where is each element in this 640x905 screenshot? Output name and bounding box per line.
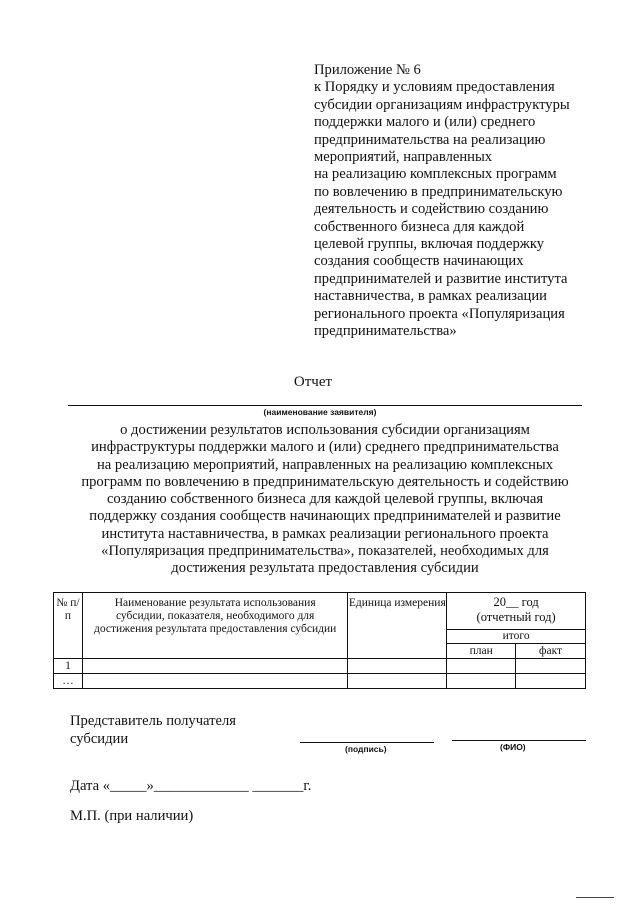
header-unit: Единица измерения — [348, 593, 447, 659]
appendix-header — [314, 62, 604, 341]
appendix-line: к Порядку и условиям предоставления — [314, 79, 555, 96]
header-year — [447, 593, 586, 630]
header-year-value: 20__ год — [493, 595, 539, 609]
appendix-line: наставничества, в рамках реализации — [314, 288, 547, 305]
subject-line: института наставничества, в рамках реализации регионального проекта — [101, 525, 549, 542]
signature-caption: (подпись) — [345, 744, 387, 754]
appendix-line: по вовлечению в предпринимательскую — [314, 183, 563, 200]
table-row — [54, 659, 586, 674]
subject-line: инфраструктуры поддержки малого и (или) среднего предпринимательства — [91, 439, 559, 456]
appendix-line: поддержки малого и (или) среднего — [314, 114, 536, 131]
appendix-line: мероприятий, направленных — [314, 149, 493, 166]
appendix-line: целевой группы, включая поддержку — [314, 236, 545, 253]
appendix-line: предпринимательства на реализацию — [314, 131, 546, 148]
full-name-caption: (ФИО) — [500, 742, 526, 752]
appendix-line: собственного бизнеса для каждой — [314, 218, 525, 235]
header-num: № п/п — [54, 593, 83, 659]
date-line: Дата «_____»_____________ _______г. — [70, 778, 312, 794]
appendix-line: создания сообществ начинающих — [314, 253, 524, 270]
page-edge-mark — [576, 897, 614, 898]
row-unit — [348, 659, 447, 674]
subject-line: на реализацию мероприятий, направленных на реализацию комплексных — [96, 456, 554, 473]
subject-line: достижения результата предоставления субсидии — [171, 560, 479, 577]
signature-label — [70, 712, 236, 748]
row-name — [82, 674, 347, 689]
header-total: итого — [447, 630, 586, 644]
appendix-line: на реализацию комплексных программ — [314, 166, 557, 183]
subject-line: созданию собственного бизнеса для каждой целевой группы, включая — [106, 491, 544, 508]
report-title: Отчет — [293, 374, 333, 390]
signature-line — [300, 742, 434, 743]
appendix-line: субсидии организациям инфраструктуры — [314, 96, 570, 113]
header-year-sub: (отчетный год) — [476, 610, 556, 624]
row-num: … — [54, 674, 83, 689]
results-table — [53, 592, 586, 689]
row-plan — [447, 659, 516, 674]
header-name: Наименование результата использования субсидии, показателя, необходимого для достижения результата предоставления субсидии — [82, 593, 347, 659]
subject-line: «Популяризация предпринимательства», показателей, необходимых для — [101, 543, 549, 560]
appendix-line: Приложение № 6 — [314, 62, 421, 78]
appendix-line: предпринимательства» — [314, 323, 457, 340]
header-fact: факт — [516, 644, 586, 659]
row-plan — [447, 674, 516, 689]
row-name — [82, 659, 347, 674]
header-plan: план — [447, 644, 516, 659]
row-unit — [348, 674, 447, 689]
appendix-line: предпринимателей и развитие института — [314, 270, 568, 287]
applicant-caption: (наименование заявителя) — [263, 407, 377, 417]
appendix-line: деятельность и содействию созданию — [314, 201, 549, 218]
table-row — [54, 674, 586, 689]
applicant-name-line — [68, 405, 582, 406]
full-name-line — [452, 740, 586, 741]
subject-line: о достижении результатов использования субсидии организациям — [120, 422, 530, 438]
appendix-line: регионального проекта «Популяризация — [314, 305, 565, 322]
row-fact — [516, 674, 586, 689]
row-num: 1 — [54, 659, 83, 674]
subject-line: программ по вовлечению в предпринимательскую деятельность и содействию — [81, 473, 569, 490]
subject-line: поддержку создания сообществ начинающих предпринимателей и развитие — [89, 508, 561, 525]
report-subject — [70, 422, 580, 578]
row-fact — [516, 659, 586, 674]
signature-label-line2: субсидии — [70, 731, 129, 747]
signature-label-line1: Представитель получателя — [70, 713, 236, 729]
stamp-place: М.П. (при наличии) — [70, 808, 194, 824]
